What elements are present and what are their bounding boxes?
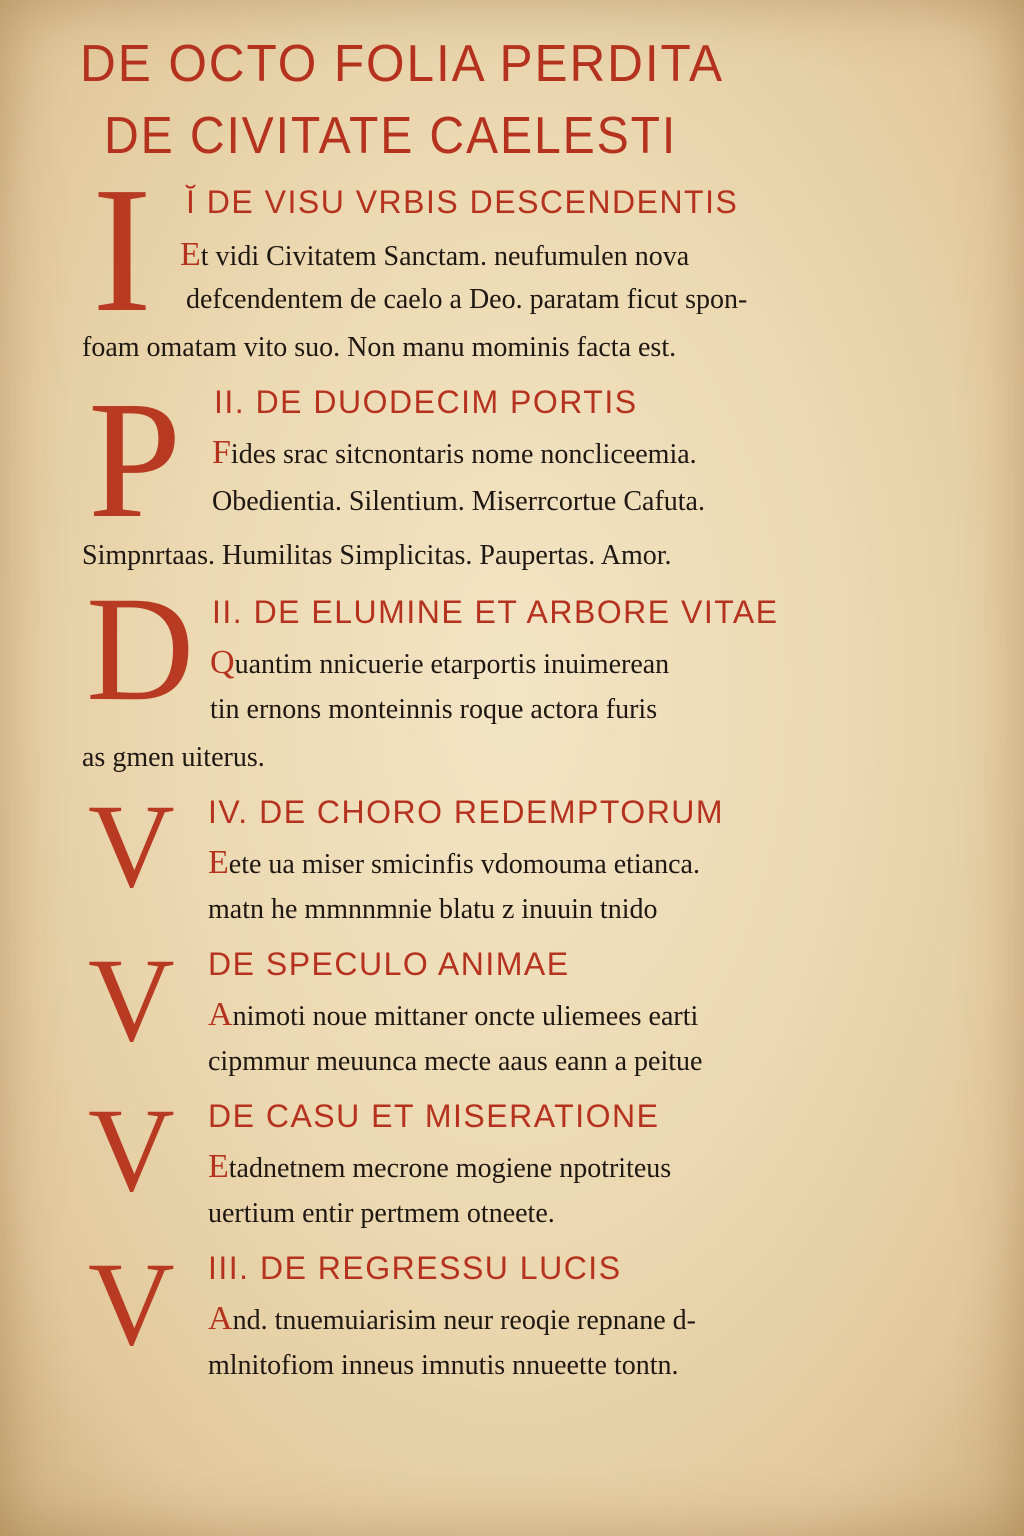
section-3-line-2: tin ernons monteinnis roque actora furis xyxy=(210,694,658,725)
initial-letter-1: I xyxy=(92,150,152,349)
initial-letter-7: V xyxy=(88,1237,175,1370)
initial-letter-2: P xyxy=(88,367,182,553)
section-1-line-3: foam omatam vito suo. Non manu mominis facta est. xyxy=(82,332,677,363)
section-heading-6: DE CASU ET MISERATIONE xyxy=(208,1098,660,1134)
section-2-line-3: Simpnrtaas. Humilitas Simplicitas. Paupertas. Amor. xyxy=(82,540,672,571)
section-3-line-1: Quantim nnicuerie etarportis inuimerean xyxy=(210,644,670,681)
section-1-line-1: Et vidi Civitatem Sanctam. neufumulen nova xyxy=(180,236,690,273)
section-4-line-1: Eete ua miser smicinfis vdomouma etianca. xyxy=(208,844,700,881)
lead-letter: Q xyxy=(210,644,235,681)
section-2-line-1: Fides srac sitcnontaris nome noncliceemia. xyxy=(212,434,697,471)
lead-letter: A xyxy=(208,1300,233,1337)
section-2-line-2: Obedientia. Silentium. Miserrcortue Cafuta. xyxy=(212,486,705,517)
section-6-line-1: Etadnetnem mecrone mogiene npotriteus xyxy=(208,1148,672,1185)
section-3-line-3: as gmen uiterus. xyxy=(82,742,265,773)
initial-letter-3: D xyxy=(86,566,195,732)
section-1-line-2: defcendentem de caelo a Deo. paratam ficut spon- xyxy=(186,284,748,315)
section-5-line-2: cipmmur meuunca mecte aaus eann a peitue xyxy=(208,1046,703,1077)
section-heading-3: II. DE ELUMINE ET ARBORE VITAE xyxy=(212,594,779,630)
section-7-line-1: And. tnuemuiarisim neur reoqie repnane d- xyxy=(208,1300,696,1337)
section-heading-2: II. DE DUODECIM PORTIS xyxy=(214,384,638,420)
section-heading-5: DE SPECULO ANIMAE xyxy=(208,946,570,982)
lead-letter: F xyxy=(212,434,231,471)
lead-letter: E xyxy=(208,844,229,881)
lead-letter: E xyxy=(180,236,201,273)
section-heading-1: Ĭ DE VISU VRBIS DESCENDENTIS xyxy=(186,184,739,220)
section-7-line-2: mlnitofiom inneus imnutis nnueette tontn. xyxy=(208,1350,679,1381)
section-6-line-2: uertium entir pertmem otneete. xyxy=(208,1198,555,1229)
initial-letter-5: V xyxy=(88,933,175,1066)
section-heading-7: III. DE REGRESSU LUCIS xyxy=(208,1250,622,1286)
initial-letter-6: V xyxy=(88,1083,175,1216)
lead-letter: E xyxy=(208,1148,229,1185)
initial-letter-4: V xyxy=(88,779,175,912)
section-heading-4: IV. DE CHORO REDEMPTORUM xyxy=(208,794,725,830)
lead-letter: A xyxy=(208,996,233,1033)
section-5-line-1: Animoti noue mittaner oncte uliemees earti xyxy=(208,996,699,1033)
page-title-line-2: DE CIVITATE CAELESTI xyxy=(104,107,678,165)
section-4-line-2: matn he mmnnmnie blatu z inuuin tnido xyxy=(208,894,658,925)
page-title-line-1: DE OCTO FOLIA PERDITA xyxy=(80,35,724,93)
